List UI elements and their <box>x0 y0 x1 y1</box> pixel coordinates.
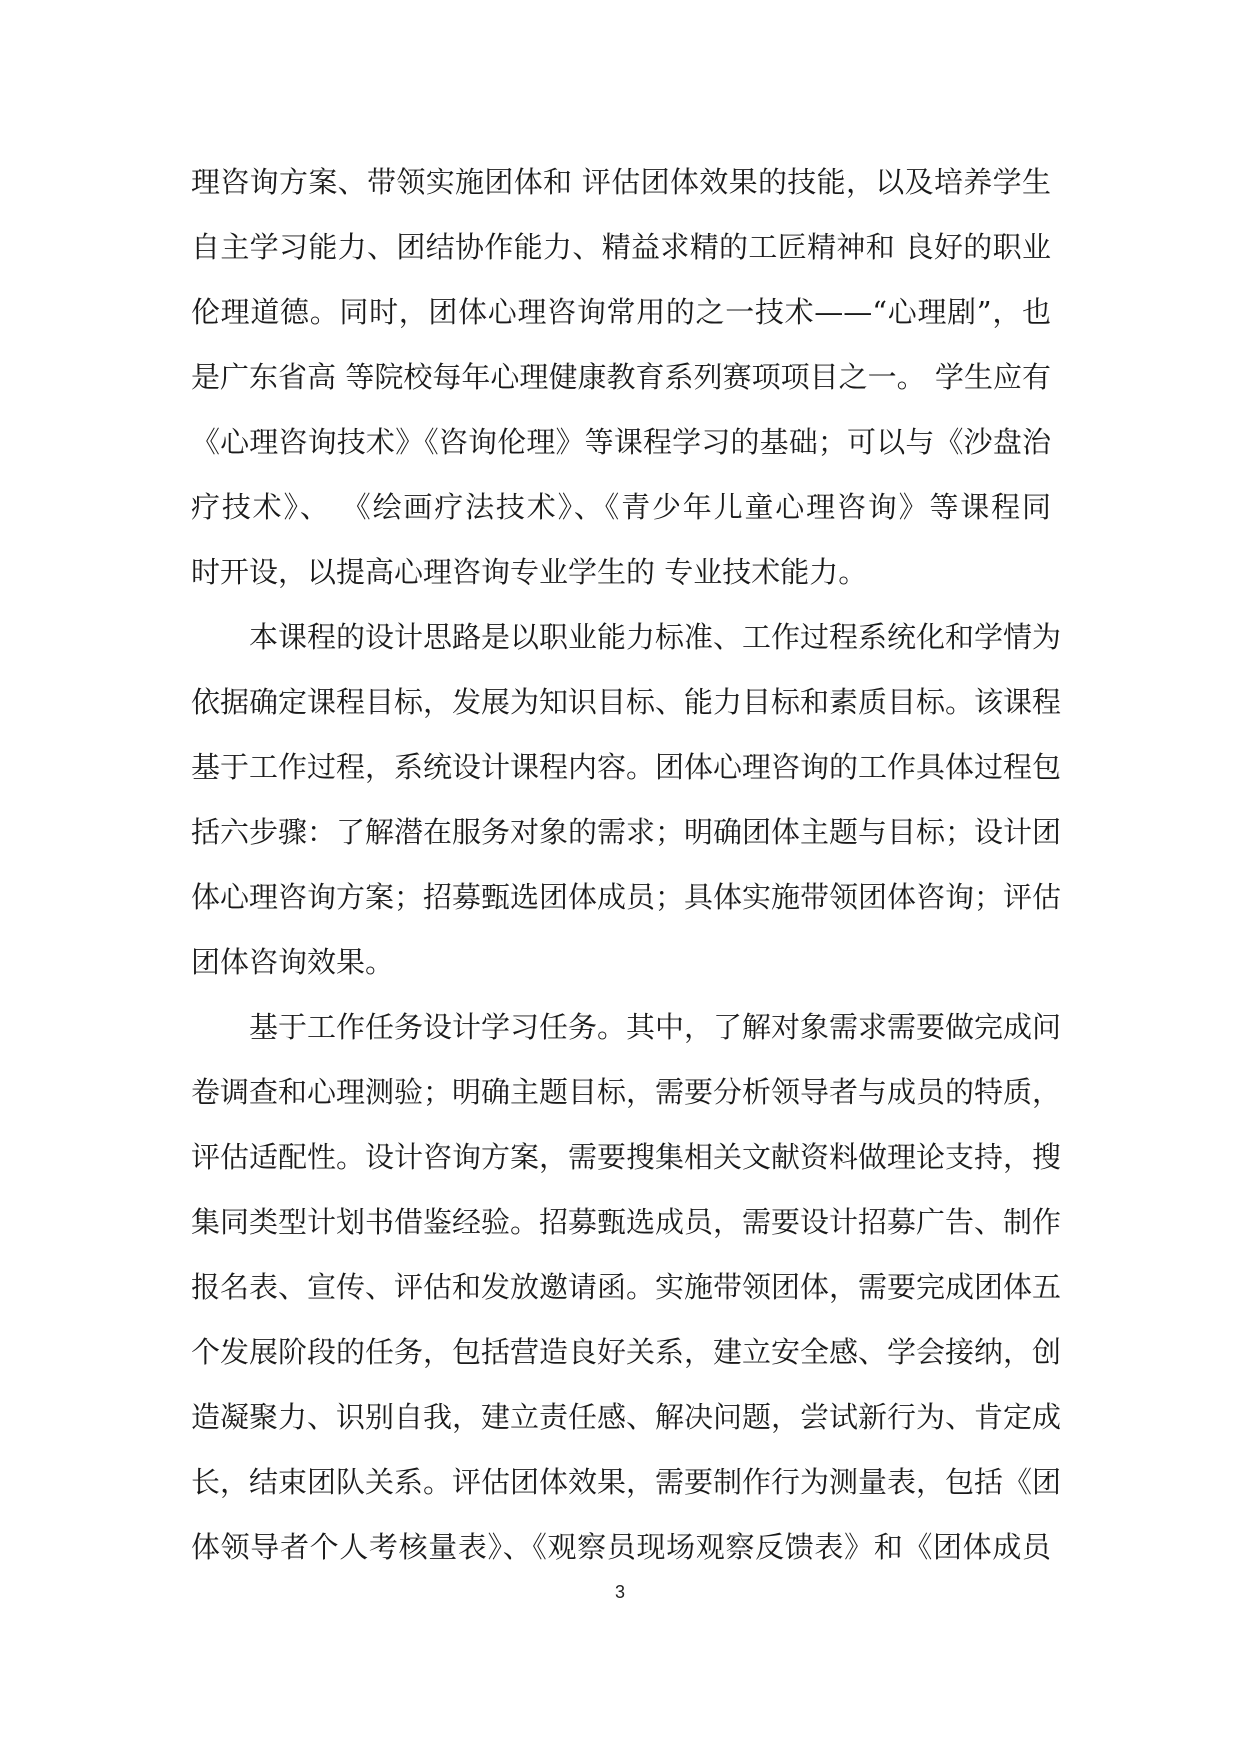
body-text <box>191 150 1062 1580</box>
paragraph-1 <box>191 150 1051 605</box>
text-line: 体心理咨询方案；招募甄选团体成员；具体实施带领团体咨询；评估 <box>191 880 1062 914</box>
text-line: 依据确定课程目标，发展为知识目标、能力目标和素质目标。该课程 <box>191 685 1062 719</box>
text-line: 报名表、宣传、评估和发放邀请函。实施带领团体，需要完成团体五 <box>191 1270 1062 1304</box>
text-line: 基于工作任务设计学习任务。其中，了解对象需求需要做完成问 <box>249 1010 1062 1044</box>
text-line: 卷调查和心理测验；明确主题目标，需要分析领导者与成员的特质， <box>191 1075 1062 1109</box>
paragraph-2 <box>191 605 1062 995</box>
text-line: 时开设，以提高心理咨询专业学生的 专业技术能力。 <box>191 555 868 589</box>
text-line: 造凝聚力、识别自我，建立责任感、解决问题，尝试新行为、肯定成 <box>191 1400 1062 1434</box>
text-line: 体领导者个人考核量表》、《观察员现场观察反馈表》和《团体成员 <box>191 1530 1051 1564</box>
text-line: 疗技术》、 《绘画疗法技术》、《青少年儿童心理咨询》等课程同 <box>191 490 1051 524</box>
text-line: 长，结束团队关系。评估团体效果，需要制作行为测量表，包括《团 <box>191 1465 1062 1499</box>
page-number: 3 <box>614 1582 625 1602</box>
text-line: 评估适配性。设计咨询方案，需要搜集相关文献资料做理论支持，搜 <box>191 1140 1062 1174</box>
text-line: 理咨询方案、带领实施团体和 评估团体效果的技能，以及培养学生 <box>191 165 1051 199</box>
text-line: 《心理咨询技术》《咨询伦理》等课程学习的基础；可以与《沙盘治 <box>191 425 1051 459</box>
text-line: 自主学习能力、团结协作能力、精益求精的工匠精神和 良好的职业 <box>191 230 1051 264</box>
text-line: 集同类型计划书借鉴经验。招募甄选成员，需要设计招募广告、制作 <box>191 1205 1062 1239</box>
text-line: 本课程的设计思路是以职业能力标准、工作过程系统化和学情为 <box>249 620 1062 654</box>
text-line: 括六步骤：了解潜在服务对象的需求；明确团体主题与目标；设计团 <box>191 815 1062 849</box>
text-line: 是广东省高 等院校每年心理健康教育系列赛项项目之一。 学生应有 <box>191 360 1051 394</box>
paragraph-3 <box>191 995 1062 1580</box>
text-line: 基于工作过程，系统设计课程内容。团体心理咨询的工作具体过程包 <box>191 750 1062 784</box>
text-line: 团体咨询效果。 <box>191 945 395 979</box>
text-line: 伦理道德。同时，团体心理咨询常用的之一技术——“心理剧”，也 <box>191 295 1051 329</box>
text-line: 个发展阶段的任务，包括营造良好关系，建立安全感、学会接纳，创 <box>191 1335 1062 1369</box>
